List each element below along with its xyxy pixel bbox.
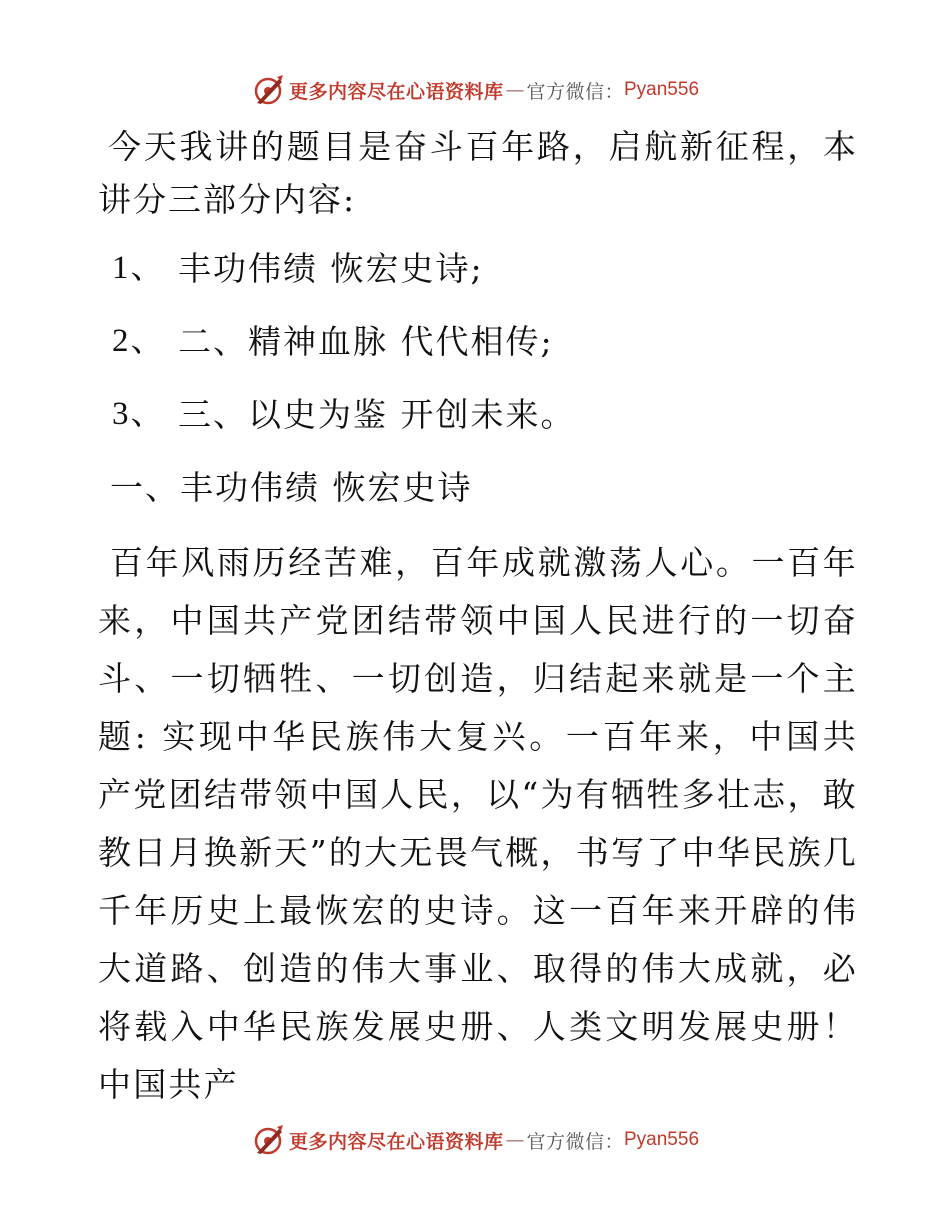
intro-paragraph: 今天我讲的题目是奋斗百年路，启航新征程，本讲分三部分内容: — [98, 127, 858, 219]
banner-site-text: 更多内容尽在心语资料库 — [288, 1130, 504, 1153]
banner-wechat-label: 官方微信： — [526, 1130, 624, 1153]
outline-item-text: 丰功伟绩 恢宏史诗; — [178, 249, 484, 288]
banner-dash: — — [505, 1129, 525, 1151]
outline-item-text: 二、精神血脉 代代相传; — [178, 322, 554, 361]
outline-item-number: 1、 — [112, 250, 166, 286]
banner-wechat-id: Pyan556 — [624, 79, 700, 100]
section-heading: 一、丰功伟绩 恢宏史诗 — [110, 468, 473, 507]
body-paragraph: 百年风雨历经苦难，百年成就激荡人心。一百年来，中国共产党团结带领中国人民进行的一切奋斗、一切牺牲、一切创造，归结起来就是一个主题: 实现中华民族伟大复兴。一百年来，中国共产党团结带领中国人民，以“为有牺牲多壮志，敢教日月换新天”的大无畏气概，书写了中华民族几千年历史上最恢宏的史诗。这一百年来开辟的伟大道路、创造的伟大事业、取得的伟大成就，必将载入中华民族发展史册、人类文明发展史册！中国共产 — [98, 543, 858, 1104]
outline-item-text: 三、以史为鉴 开创未来。 — [178, 395, 576, 434]
outline-item-1 — [98, 242, 858, 295]
document-body — [98, 120, 858, 1114]
banner-wechat-label: 官方微信： — [526, 80, 624, 103]
header-banner — [0, 70, 950, 110]
banner-wechat-id: Pyan556 — [624, 1129, 700, 1150]
outline-item-2 — [98, 315, 858, 368]
footer-banner — [0, 1120, 950, 1160]
banner-dash: — — [505, 79, 525, 101]
outline-item-number: 2、 — [112, 323, 166, 359]
outline-item-number: 3、 — [112, 396, 166, 432]
quill-pen-logo-icon — [251, 73, 285, 107]
banner-site-text: 更多内容尽在心语资料库 — [288, 80, 504, 103]
quill-pen-logo-icon — [251, 1123, 285, 1157]
outline-item-3 — [98, 388, 858, 441]
